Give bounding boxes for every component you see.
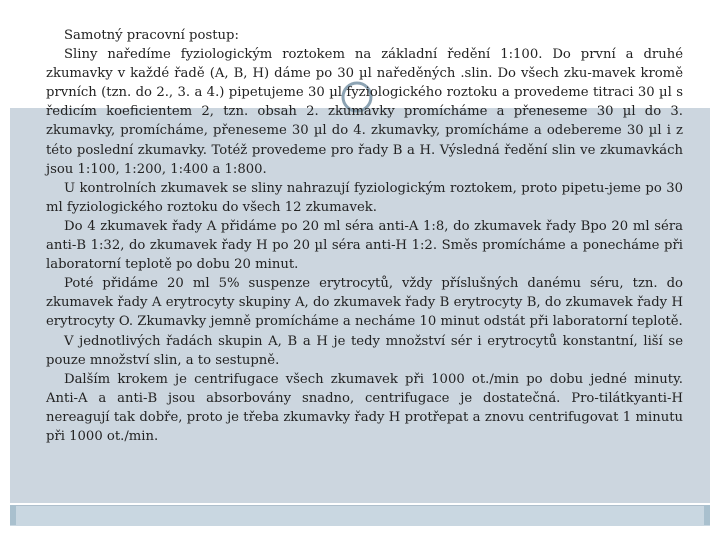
paragraph-constants: V jednotlivých řadách skupin A, B a H je tedy množství sér i erytrocytů konstantní, liší se pouze množství slin, a to sestupně.: [46, 333, 683, 368]
bottom-bar-left-accent: [10, 505, 16, 525]
paragraph-controls: U kontrolních zkumavek se sliny nahrazují fyziologickým roztokem, proto pipetu-jeme po 30 ml fyziologického roztoku do všech 12 zkumavek.: [46, 180, 683, 215]
section-heading: Samotný pracovní postup:: [64, 28, 239, 43]
bottom-bar-right-accent: [704, 505, 710, 525]
paragraph-sera: Do 4 zkumavek řady A přidáme po 20 ml séra anti-A 1:8, do zkumavek řady Bpo 20 ml séra anti-B 1:32, do zkumavek řady H po 20 µl séra anti-H 1:2. Směs promícháme a ponecháme při laboratorní teplotě po dobu 20 minut.: [46, 218, 683, 273]
paragraph-procedure: Sliny naředíme fyziologickým roztokem na základní ředění 1:100. Do první a druhé zkumavky v každé řadě (A, B, H) dáme po 30 µl naředěných .slin. Do všech zku-mavek kromě prvních (tzn. do 2., 3. a 4.) pipetujeme 30 µl fyziologického roztoku a provedeme titraci 30 µl s ředicím koeficientem 2, tzn. obsah 2. zkumavky promícháme a přeneseme 30 µl do 3. zkumavky, promícháme, přeneseme 30 µl do 4. zkumavky, promícháme a odebereme 30 µl i z této poslední zkumavky. Totéž provedeme pro řady B a H. Výsledná ředění slin ve zkumavkách jsou 1:100, 1:200, 1:400 a 1:800.: [46, 47, 683, 177]
paragraph-erythrocytes: Poté přidáme 20 ml 5% suspenze erytrocytů, vždy příslušných danému séru, tzn. do zkumavek řady A erytrocyty skupiny A, do zkumavek řady B erytrocyty B, do zkumavek řady H erytrocyty O. Zkumavky jemně promícháme a necháme 10 minut odstát při laboratorní teplotě.: [46, 276, 683, 330]
paragraph-centrifugation: Dalším krokem je centrifugace všech zkumavek při 1000 ot./min po dobu jedné minuty. Anti-A a anti-B jsou absorbovány snadno, centrifugace je dostatečná. Pro-tilátkyanti-H nereagují tak dobře, proto je třeba zkumavky řady H protřepat a znovu centrifugovat 1 minutu při 1000 ot./min.: [46, 371, 683, 444]
document-body: [46, 26, 683, 446]
bottom-bar: [10, 505, 710, 526]
